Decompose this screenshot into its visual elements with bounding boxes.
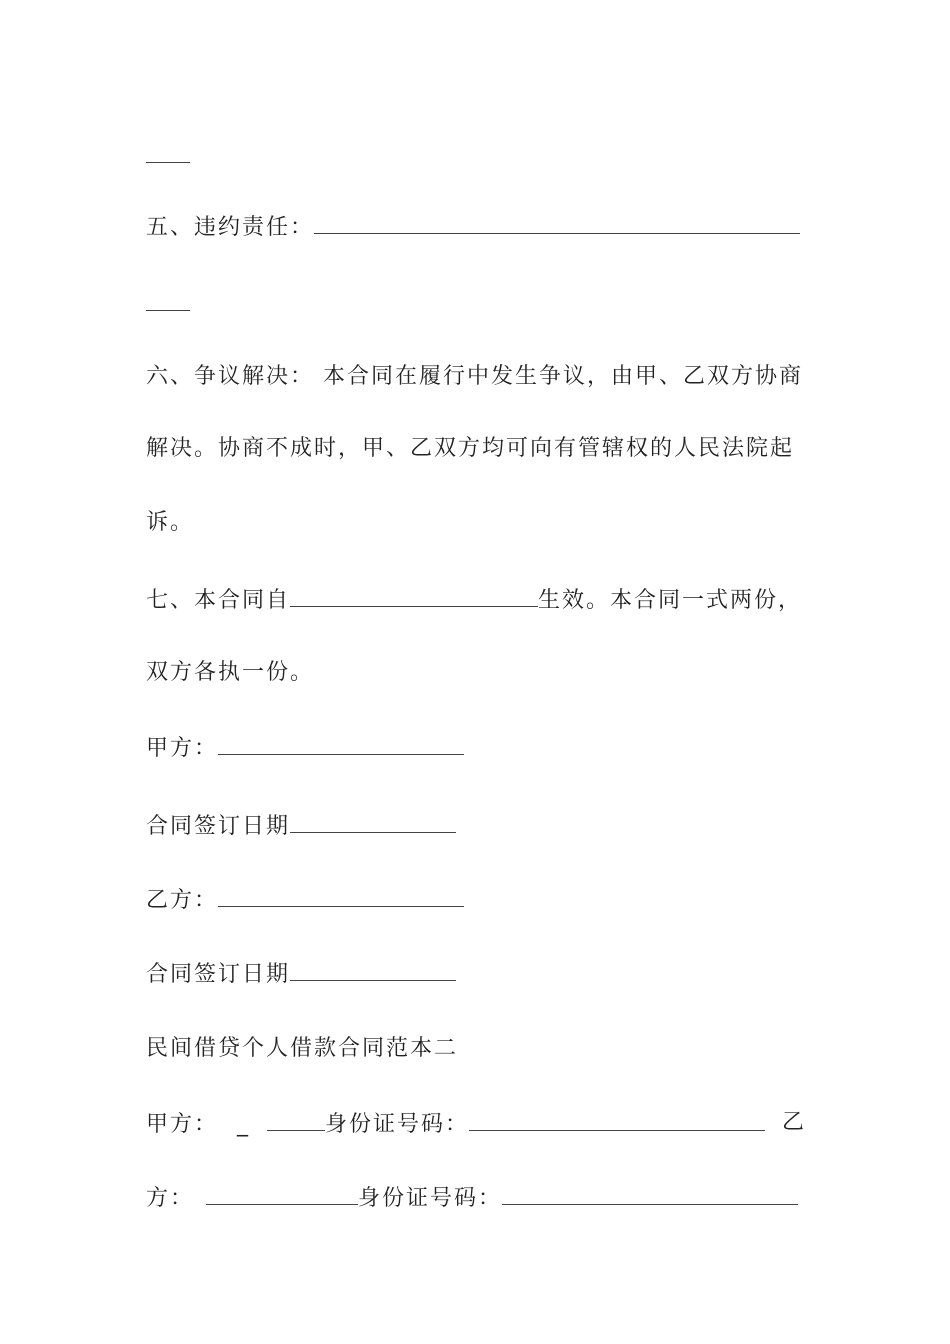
section-6-line-2: 解决。协商不成时，甲、乙双方均可向有管辖权的人民法院起	[146, 436, 795, 461]
sign-date-label-1: 合同签订日期	[146, 814, 291, 839]
sample-2-underscore: _	[237, 1112, 251, 1137]
party-b-label: 乙方：	[146, 888, 219, 913]
sample-2-title: 民间借贷个人借款合同范本二	[146, 1036, 459, 1061]
sample-2-party-a-name-blank	[267, 1108, 325, 1131]
party-b-blank	[218, 884, 464, 907]
sign-date-blank-2	[290, 958, 456, 981]
section-6-line-1: 六、争议解决： 本合同在履行中发生争议，由甲、乙双方协商	[146, 364, 803, 389]
sample-2-party-b-line	[146, 1182, 798, 1214]
sample-2-id-blank-b	[502, 1182, 798, 1205]
sign-date-line-2	[146, 958, 456, 990]
section-5-line	[146, 211, 800, 243]
sample-2-id-label-b: 身份证号码：	[358, 1186, 503, 1211]
section-6-line-3: 诉。	[146, 510, 195, 535]
sign-date-blank-1	[290, 810, 456, 833]
sample-2-party-b-label: 方：	[146, 1186, 195, 1211]
sample-2-id-label-a: 身份证号码：	[325, 1112, 470, 1137]
section-7-line-2: 双方各执一份。	[146, 660, 315, 685]
party-b-line	[146, 884, 464, 916]
section-5-continuation-underline	[146, 310, 190, 311]
section-7-suffix: 生效。本合同一式两份，	[538, 588, 803, 613]
sample-2-party-a-label: 甲方：	[146, 1112, 219, 1137]
sample-2-party-b-char: 乙	[781, 1110, 806, 1135]
section-7-effective-blank	[290, 584, 538, 607]
party-a-line	[146, 732, 464, 764]
section-7-prefix: 七、本合同自	[146, 588, 291, 613]
section-5-blank	[314, 211, 800, 234]
continuation-underline	[146, 162, 190, 163]
section-7-line-1	[146, 584, 802, 616]
section-5-label: 五、违约责任：	[146, 215, 315, 240]
sign-date-line-1	[146, 810, 456, 842]
party-a-label: 甲方：	[146, 736, 219, 761]
sample-2-id-blank-a	[469, 1108, 765, 1131]
sign-date-label-2: 合同签订日期	[146, 962, 291, 987]
party-a-blank	[218, 732, 464, 755]
sample-2-party-a-line	[146, 1108, 806, 1140]
sample-2-party-b-name-blank	[206, 1182, 358, 1205]
